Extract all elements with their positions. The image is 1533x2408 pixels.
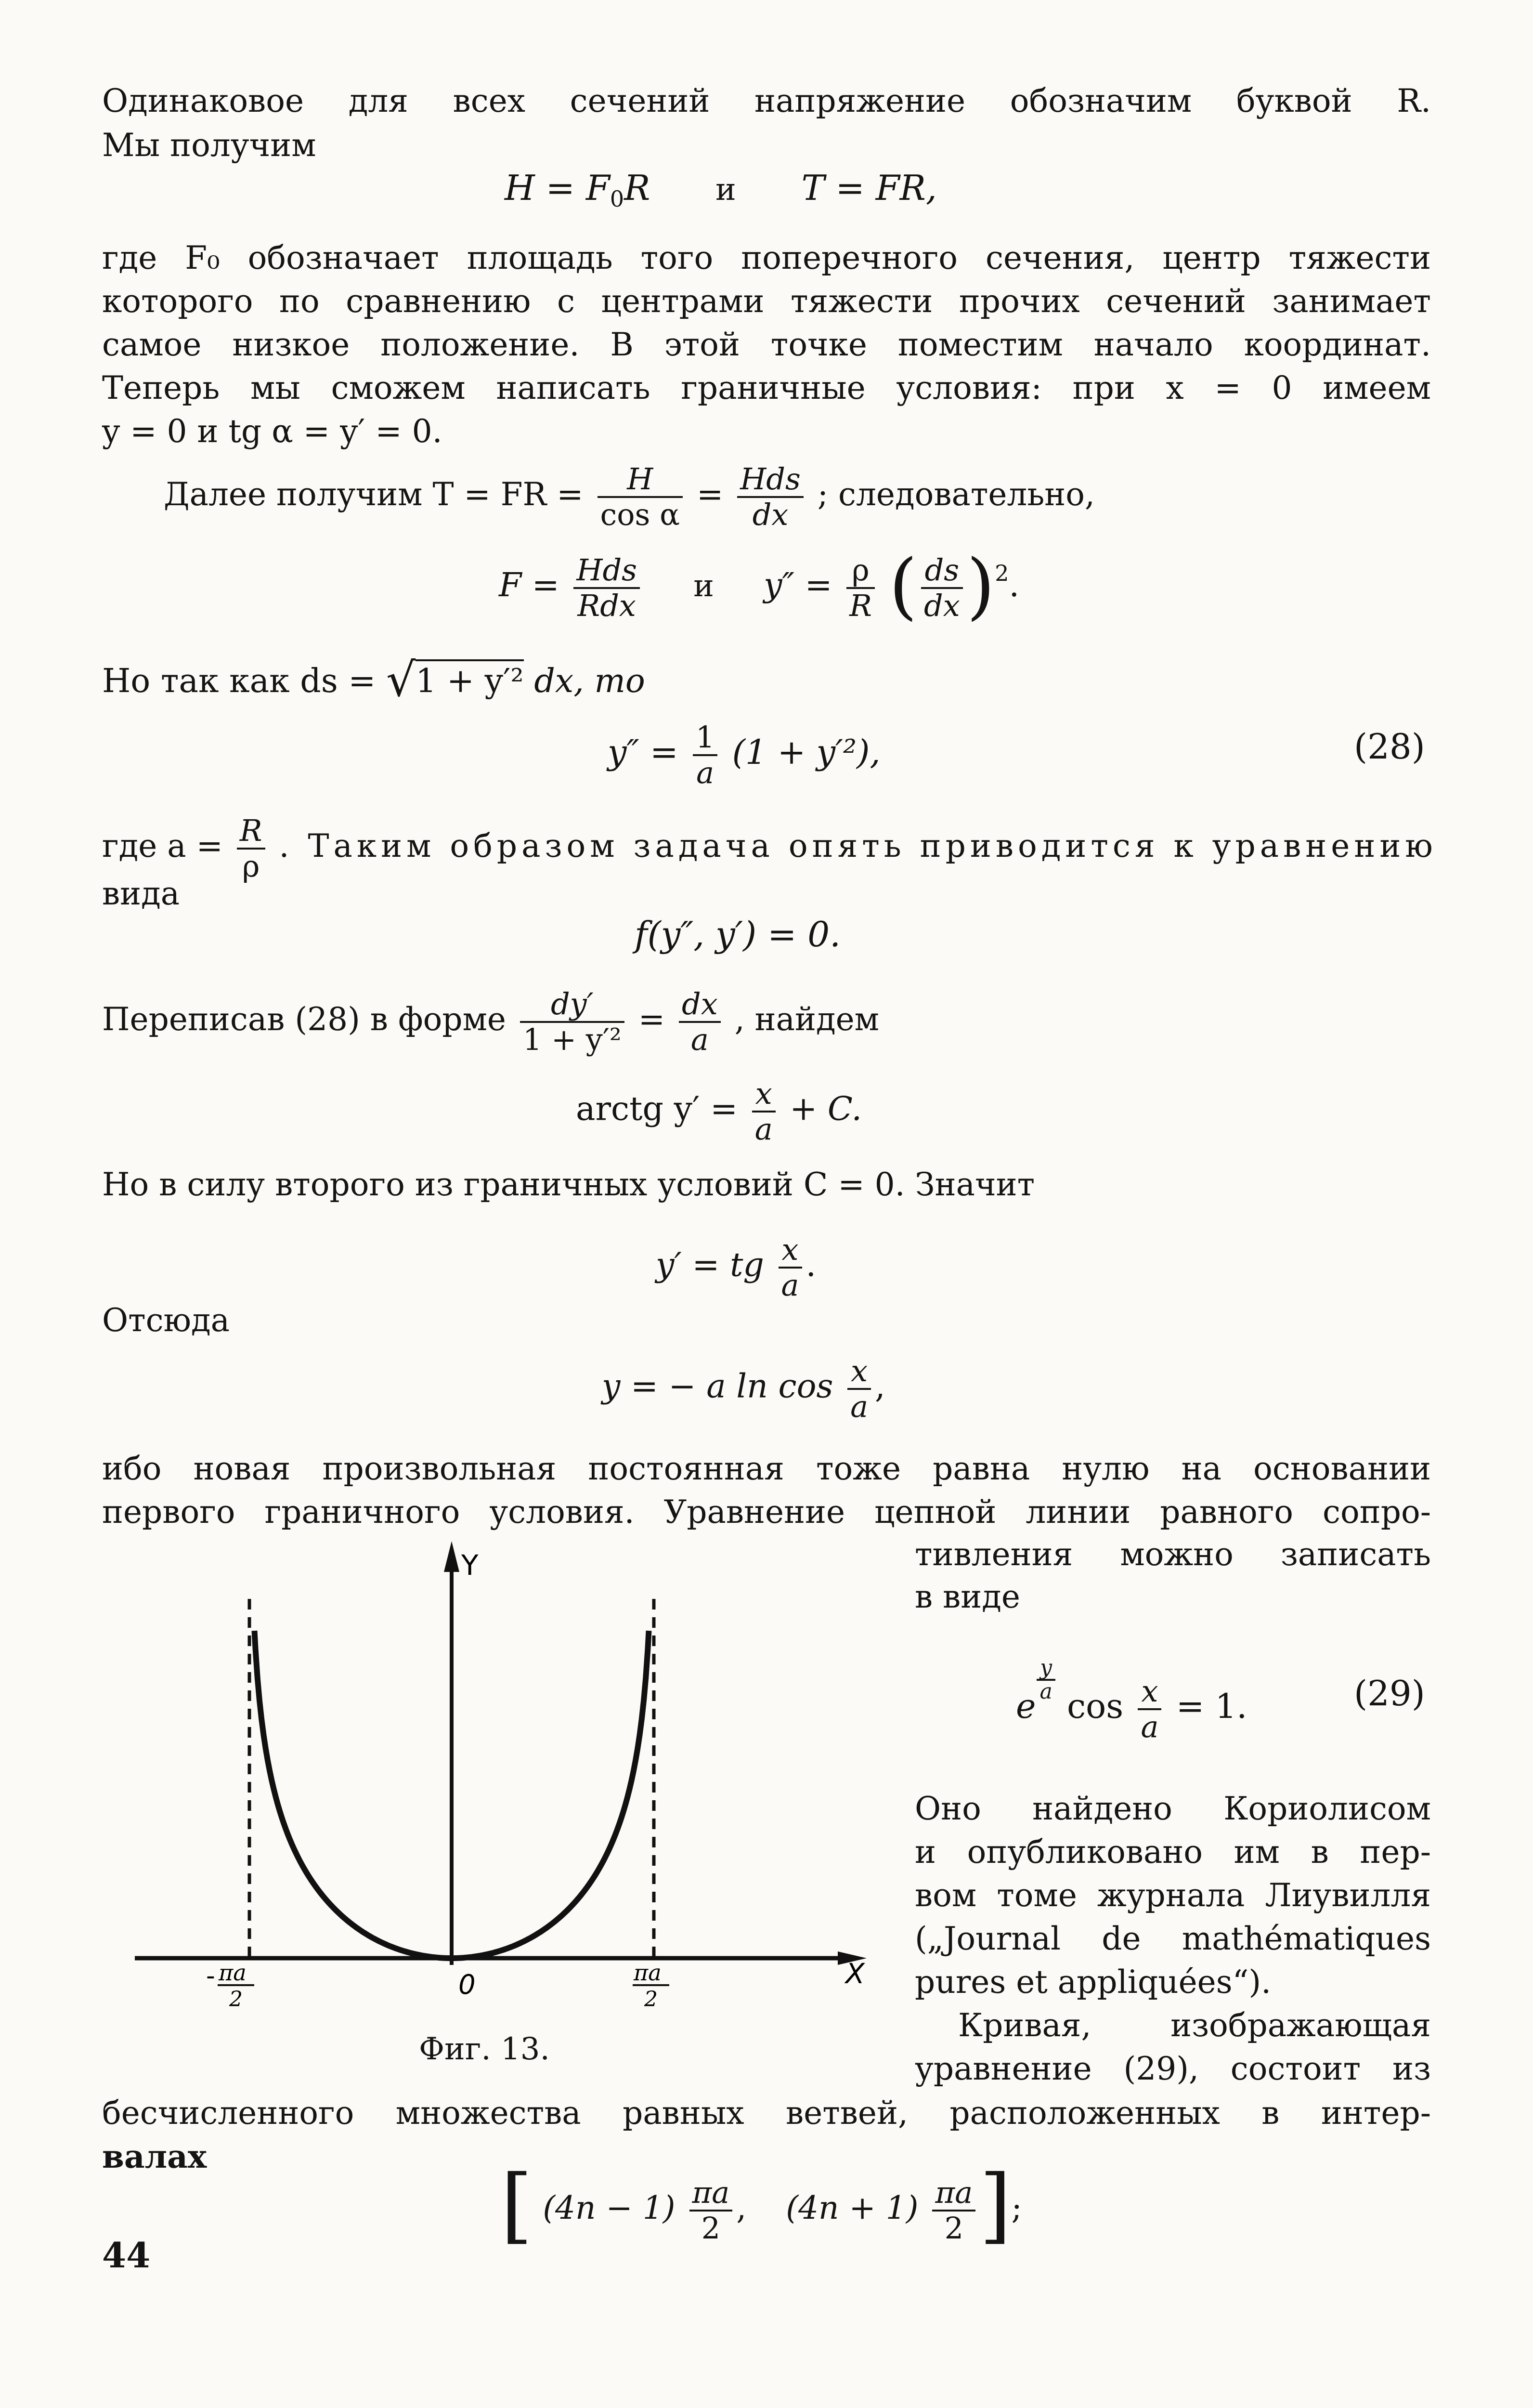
formula-part: y = − a ln cos bbox=[602, 1367, 833, 1406]
formula-part: , найдем bbox=[734, 1001, 880, 1038]
formula-further: Далее получим T = FR = $\frac{H}{\text{cos α}}$ = $\frac{\text{Hds}}{dx}$ ; следовательно, bbox=[164, 461, 1095, 532]
text-line: ибо новая произвольная постоянная тоже равна нулю на основании bbox=[102, 1450, 1431, 1487]
text-line: y = 0 и tg α = y′ = 0. bbox=[102, 413, 442, 450]
formula-part: Далее получим T = FR = bbox=[164, 476, 584, 513]
formula-part: F = bbox=[499, 566, 559, 604]
formula-part: cos bbox=[1066, 1687, 1124, 1726]
y-axis-label: Y bbox=[461, 1549, 479, 1582]
numerator: x bbox=[847, 1354, 871, 1390]
formula-part: ; следовательно, bbox=[817, 476, 1095, 513]
fraction bbox=[573, 553, 640, 623]
numerator: R bbox=[237, 814, 265, 850]
formula-conj: и bbox=[693, 568, 714, 604]
text-line: первого граничного условия. Уравнение цепной линии равного сопро- bbox=[102, 1493, 1431, 1531]
denominator: a bbox=[754, 1112, 773, 1147]
fraction bbox=[520, 987, 624, 1057]
denominator: a bbox=[1039, 1679, 1052, 1704]
text-line: („Journal de mathématiques bbox=[915, 1920, 1431, 1957]
numerator: Hds bbox=[573, 553, 640, 589]
text-line: бесчисленного множества равных ветвей, расположенных в интер- bbox=[102, 2094, 1431, 2132]
numerator: x bbox=[779, 1233, 802, 1269]
text-line: самое низкое положение. В этой точке поместим начало координат. bbox=[102, 326, 1431, 363]
y-axis-arrow bbox=[444, 1541, 459, 1572]
formula-part: R bbox=[624, 168, 650, 208]
denominator: cos α bbox=[600, 497, 680, 532]
sqrt-radicand: 1 + y′² bbox=[416, 659, 524, 700]
denominator: dx bbox=[924, 588, 960, 623]
text-line: где F₀ обозначает площадь того поперечного сечения, центр тяжести bbox=[102, 239, 1431, 276]
text-line: Отсюда bbox=[102, 1302, 230, 1339]
subscript: 0 bbox=[610, 186, 624, 212]
fraction bbox=[932, 2176, 975, 2245]
formula-29 bbox=[1016, 1657, 1247, 1744]
pos-tick-num: πa bbox=[634, 1960, 662, 1986]
x-axis-label: X bbox=[845, 1957, 865, 1990]
fraction bbox=[1138, 1675, 1161, 1744]
formula-f: f(y″, y′) = 0. bbox=[635, 914, 841, 955]
neg-tick-num: πa bbox=[219, 1960, 247, 1986]
numerator: H bbox=[598, 462, 683, 498]
formula-part: arctg y′ = bbox=[576, 1090, 738, 1128]
text-line: Оно найдено Кориолисом bbox=[915, 1790, 1431, 1827]
formula-part: y′ = tg bbox=[656, 1246, 764, 1284]
formula-part: (4n + 1) bbox=[786, 2189, 919, 2226]
formula-part: Переписав (28) в форме bbox=[102, 1001, 506, 1038]
denominator: a bbox=[696, 755, 715, 790]
text-line: уравнение (29), состоит из bbox=[915, 2050, 1431, 2087]
formula-part: Но так как ds = bbox=[102, 662, 376, 700]
figure-caption: Фиг. 13. bbox=[419, 2031, 550, 2067]
page-number: 44 bbox=[102, 2235, 151, 2276]
denominator: ρ bbox=[242, 849, 260, 884]
denominator: a bbox=[781, 1268, 799, 1303]
formula-part: H = F bbox=[505, 168, 610, 208]
numerator: x bbox=[752, 1077, 776, 1112]
numerator: πa bbox=[932, 2176, 975, 2212]
formula-part: = 1. bbox=[1176, 1687, 1247, 1726]
fraction bbox=[598, 462, 683, 532]
neg-tick-minus: - bbox=[206, 1962, 215, 1990]
text-line: в виде bbox=[915, 1578, 1020, 1615]
text-line: тивления можно записать bbox=[915, 1536, 1431, 1573]
denominator: 1 + y′² bbox=[522, 1022, 622, 1057]
formula-part: y″ = bbox=[764, 566, 832, 604]
denominator: a bbox=[1141, 1709, 1159, 1744]
text-line: Теперь мы сможем написать граничные условия: при x = 0 имеем bbox=[102, 369, 1431, 406]
exponent: 2 bbox=[995, 560, 1009, 586]
formula-part: (1 + y′²), bbox=[732, 733, 881, 772]
formula-intervals: [ (4n − 1) $\frac{\pi a}{2}$ , (4n + 1) $\frac{\pi a}{2}$ ]; bbox=[501, 2158, 1022, 2253]
formula-part: где a = bbox=[102, 827, 223, 864]
text-line: которого по сравнению с центрами тяжести прочих сечений занимает bbox=[102, 283, 1431, 320]
fraction bbox=[689, 2176, 733, 2245]
exponent-fraction bbox=[1037, 1657, 1055, 1703]
formula-rewrite: Переписав (28) в форме $\frac{dy'}{\text{1 + y′²}}$ = $\frac{dx}{a}$ , найдем bbox=[102, 986, 880, 1057]
equation-number: (28) bbox=[1354, 726, 1425, 767]
formula-but-since: Но так как ds = √1 + y′² dx, то bbox=[102, 653, 645, 707]
formula-part: ; bbox=[1011, 2189, 1022, 2226]
denominator: R bbox=[849, 588, 872, 623]
text-line: Но в силу второго из граничных условий C = 0. Значит bbox=[102, 1166, 1035, 1203]
figure-13-graph bbox=[130, 1541, 881, 2047]
fraction bbox=[737, 462, 804, 532]
text-line: валах bbox=[102, 2138, 207, 2175]
numerator: dy′ bbox=[520, 987, 624, 1023]
denominator: 2 bbox=[944, 2211, 964, 2246]
equation-number: (29) bbox=[1354, 1673, 1425, 1714]
numerator: Hds bbox=[737, 462, 804, 498]
numerator: ρ bbox=[846, 553, 875, 589]
formula-part: . Таким образом задача опять приводится к уравнению bbox=[279, 827, 1437, 864]
numerator: x bbox=[1138, 1675, 1161, 1710]
fraction bbox=[679, 987, 721, 1057]
fraction bbox=[693, 720, 717, 790]
numerator: πa bbox=[689, 2176, 733, 2212]
fraction bbox=[752, 1077, 776, 1146]
fraction bbox=[779, 1233, 802, 1302]
text-line: Одинаковое для всех сечений напряжение обозначим буквой R. bbox=[102, 82, 1431, 119]
denominator: dx bbox=[752, 497, 789, 532]
formula-part: + C. bbox=[790, 1090, 862, 1128]
formula-yprime: y′ = tg $\frac{x}{a}$ . bbox=[656, 1232, 817, 1303]
text-line: вида bbox=[102, 875, 180, 912]
pos-tick-den: 2 bbox=[644, 1987, 658, 2012]
denominator: Rdx bbox=[577, 588, 636, 623]
neg-tick-den: 2 bbox=[229, 1987, 243, 2012]
formula-y: y = − a ln cos $\frac{x}{a}$ , bbox=[602, 1353, 885, 1424]
text-line: Мы получим bbox=[102, 127, 316, 164]
formula-h-t bbox=[505, 164, 937, 223]
numerator: ds bbox=[921, 553, 963, 589]
formula-part: T = FR, bbox=[801, 168, 937, 208]
formula-part: dx, то bbox=[534, 662, 645, 700]
formula-part: (4n − 1) bbox=[543, 2189, 676, 2226]
text-line: и опубликовано им в пер- bbox=[915, 1833, 1431, 1871]
denominator: a bbox=[690, 1022, 709, 1057]
numerator: 1 bbox=[693, 720, 717, 756]
formula-28 bbox=[608, 720, 881, 790]
numerator: dx bbox=[679, 987, 721, 1023]
formula-conj: и bbox=[715, 172, 736, 208]
formula-f-ydd: F = $\frac{\text{Hds}}{\text{Rdx}}$ и y″ = $\frac{\rho}{R}$ ( $\frac{ds}{dx}$ )$^2$. bbox=[499, 544, 1020, 628]
formula-part: e bbox=[1016, 1687, 1036, 1726]
text-line: pures et appliquées“). bbox=[915, 1963, 1272, 2001]
text-line: Кривая, изображающая bbox=[958, 2007, 1431, 2044]
text-line: вом томе журнала Лиувилля bbox=[915, 1877, 1431, 1914]
fraction bbox=[847, 1354, 871, 1424]
fraction bbox=[921, 553, 963, 623]
origin-label: 0 bbox=[458, 1969, 476, 2001]
formula-part: y″ = bbox=[608, 733, 678, 772]
denominator: a bbox=[850, 1389, 869, 1424]
fraction bbox=[846, 553, 875, 623]
formula-arctg bbox=[576, 1077, 862, 1146]
denominator: 2 bbox=[701, 2211, 721, 2246]
numerator: y bbox=[1037, 1657, 1055, 1681]
